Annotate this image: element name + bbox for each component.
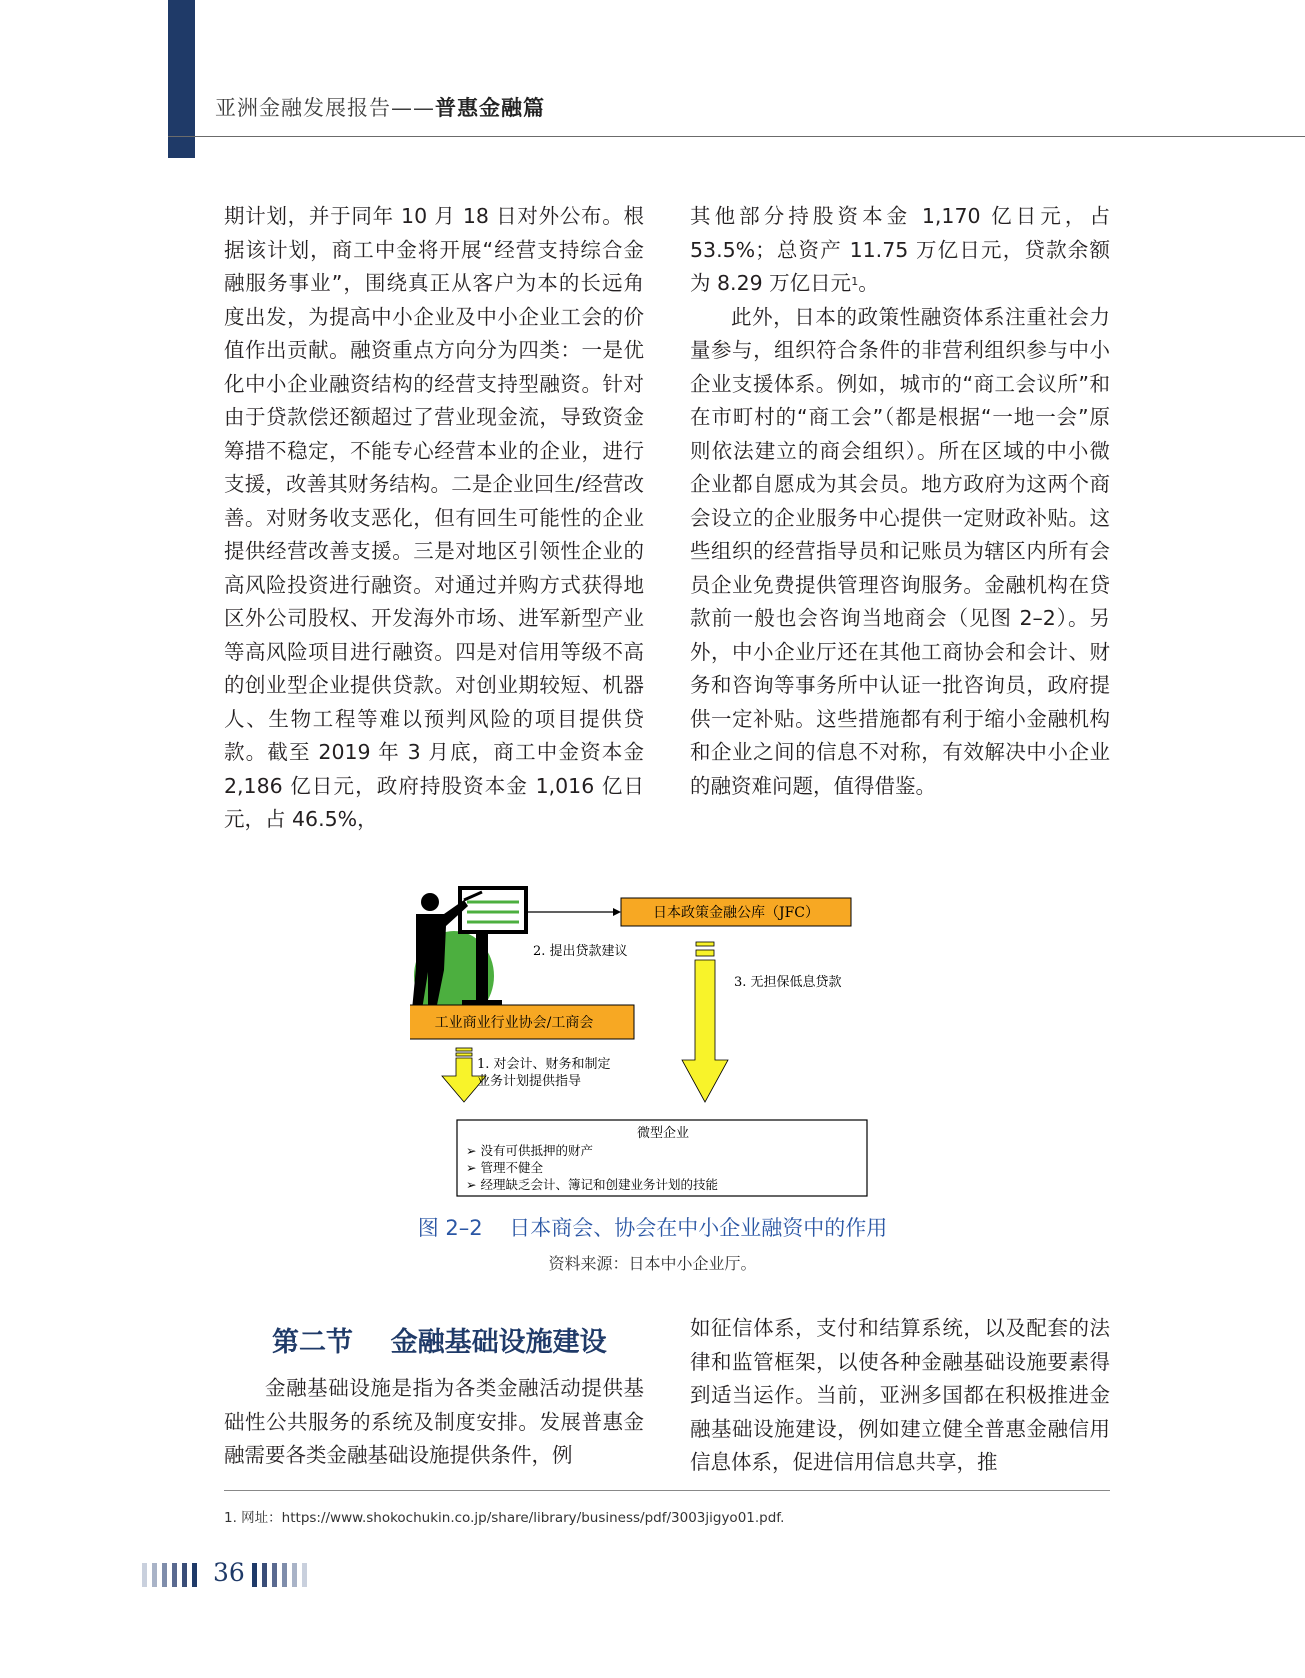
association-label: 工业商业行业协会/工商会 <box>434 1015 594 1031</box>
right-paragraph-2: 此外，日本的政策性融资体系注重社会力量参与，组织符合条件的非营利组织参与中小企业支援体系。例如，城市的“商工会议所”和在市町村的“商工会”（都是根据“一地一会”原则依法建立的商会组织）。所在区域的中小微企业都自愿成为其会员。地方政府为这两个商会设立的企业服务中心提供一定财政补贴。这些组织的经营指导员和记账员为辖区内所有会员企业免费提供管理咨询服务。金融机构在贷款前一般也会咨询当地商会（见图 2–2）。另外，中小企业厅还在其他工商协会和会计、财务和咨询等事务所中认证一批咨询员，政府提供一定补贴。这些措施都有利于缩小金融机构和企业之间的信息不对称，有效解决中小企业的融资难问题，值得借鉴。 <box>690 304 1110 798</box>
figure-caption: 图 2–2 日本商会、协会在中小企业融资中的作用 <box>417 1216 888 1240</box>
running-header-bold: 普惠金融篇 <box>435 95 545 120</box>
jfc-label: 日本政策金融公库（JFC） <box>652 905 820 921</box>
section-right-column <box>690 1312 1110 1480</box>
section-heading: 第二节 金融基础设施建设 <box>272 1327 607 1358</box>
running-header <box>215 92 545 122</box>
header-accent-bar <box>168 0 195 158</box>
presentation-board <box>460 888 526 932</box>
micro-title: 微型企业 <box>636 1126 690 1141</box>
connector-arrowhead <box>613 908 621 916</box>
step1-label-line2: 业务计划提供指导 <box>477 1074 582 1089</box>
step1-label-line1: 1. 对会计、财务和制定 <box>477 1057 611 1072</box>
micro-bullet-1: ➢ 没有可供抵押的财产 <box>466 1143 593 1158</box>
micro-bullet-2: ➢ 管理不健全 <box>466 1160 543 1175</box>
presenter-illustration <box>412 888 526 1021</box>
step2-label: 2. 提出贷款建议 <box>533 944 628 959</box>
header-rule <box>168 136 1305 137</box>
micro-bullet-3: ➢ 经理缺乏会计、簿记和创建业务计划的技能 <box>466 1177 718 1192</box>
loan-arrow <box>682 942 728 1102</box>
right-paragraph-1 <box>690 200 1110 301</box>
right-paragraph-1-text: 其他部分持股资本金 1,170 亿日元，占 53.5%；总资产 11.75 万亿日元，贷款余额为 8.29 万亿日元 <box>690 204 1110 295</box>
figure-source: 资料来源：日本中小企业厅。 <box>548 1254 757 1273</box>
running-header-plain: 亚洲金融发展报告—— <box>215 96 435 120</box>
right-paragraph-1-end: 。 <box>858 271 879 295</box>
footnote-rule <box>224 1490 1110 1491</box>
right-column <box>690 200 1110 803</box>
footnote-ref: 1 <box>851 275 859 288</box>
section-left-column <box>224 1372 644 1473</box>
left-column <box>224 200 644 837</box>
page-number: 36 <box>213 1558 245 1587</box>
presenter-head <box>421 893 439 911</box>
section-right-paragraph: 如征信体系，支付和结算系统，以及配套的法律和监管框架，以使各种金融基础设施要素得到适当运作。当前，亚洲多国都在积极推进金融基础设施建设，例如建立健全普惠金融信用信息体系，促进信用信息共享，推 <box>690 1316 1110 1474</box>
section-left-paragraph: 金融基础设施是指为各类金融活动提供基础性公共服务的系统及制度安排。发展普惠金融需要各类金融基础设施提供条件，例 <box>224 1376 644 1467</box>
footnote: 1. 网址：https://www.shokochukin.co.jp/share/library/business/pdf/3003jigyo01.pdf. <box>224 1510 785 1526</box>
step3-label: 3. 无担保低息贷款 <box>734 975 842 990</box>
figure-diagram <box>410 880 930 1200</box>
left-paragraph: 期计划，并于同年 10 月 18 日对外公布。根据该计划，商工中金将开展“经营支持综合金融服务事业”，围绕真正从客户为本的长远角度出发，为提高中小企业及中小企业工会的价值作出贡献。融资重点方向分为四类：一是优化中小企业融资结构的经营支持型融资。针对由于贷款偿还额超过了营业现金流，导致资金筹措不稳定，不能专心经营本业的企业，进行支援，改善其财务结构。二是企业回生/经营改善。对财务收支恶化，但有回生可能性的企业提供经营改善支援。三是对地区引领性企业的高风险投资进行融资。对通过并购方式获得地区外公司股权、开发海外市场、进军新型产业等高风险项目进行融资。四是对信用等级不高的创业型企业提供贷款。对创业期较短、机器人、生物工程等难以预判风险的项目提供贷款。截至 2019 年 3 月底，商工中金资本金 2,186 亿日元，政府持股资本金 1,016 亿日元，占 46.5%， <box>224 204 644 831</box>
